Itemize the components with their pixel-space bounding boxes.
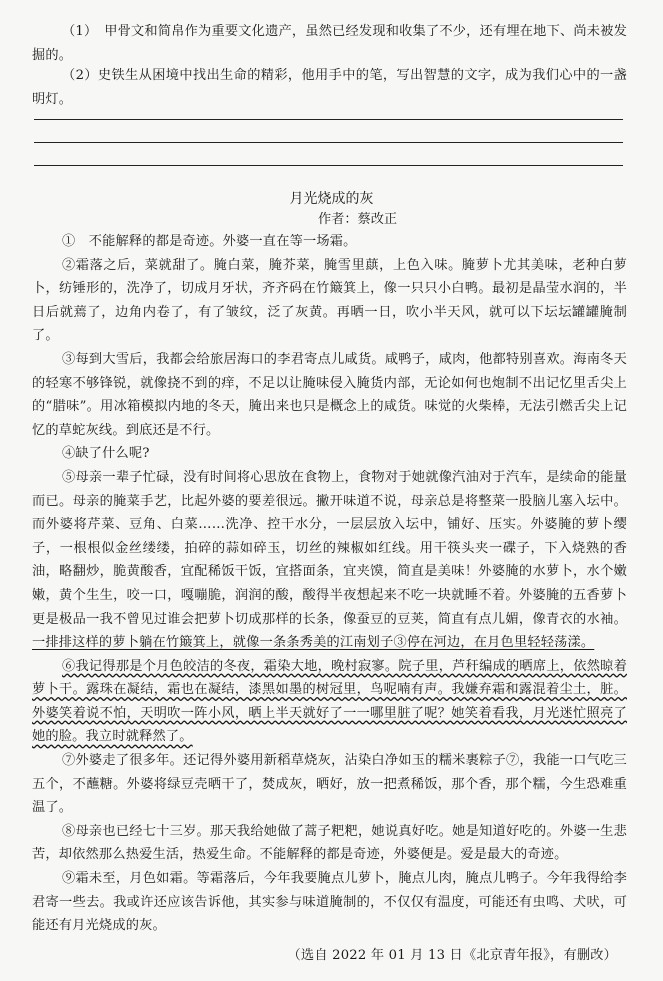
- paragraph-5: [32, 466, 627, 655]
- article-title: 月光烧成的灰: [289, 191, 374, 207]
- paragraph-4: ④缺了什么呢?: [62, 446, 150, 462]
- answer-line-1[interactable]: [34, 119, 623, 120]
- underlined-sentence: 一排排这样的萝卜躺在竹簸箕上，就像一条条秀美的江南划子③停在河边，在月色里轻轻荡漾。: [32, 635, 595, 651]
- paragraph-9: ⑨霜未至，月色如霜。等霜落后，今年我要腌点儿萝卜，腌点儿肉，腌点儿鸭子。今年我得给李君寄一些去。我或许还应该告诉他，其实参与味道腌制的，不仅仅有温度，可能还有虫鸣、犬吠，可能还有月光烧成的灰。: [32, 871, 627, 934]
- answer-line-3[interactable]: [34, 165, 623, 166]
- question-1: （1） 甲骨文和简帛作为重要文化遗产，虽然已经发现和收集了不少，还有埋在地下、尚未被发掘的。: [32, 24, 627, 63]
- paragraph-7: ⑦外婆走了很多年。还记得外婆用新稻草烧灰，沾染白净如玉的糯米裹粽子⑦，我能一口气吃三五个，不蘸糖。外婆将绿豆壳晒干了，焚成灰，晒好，放一把煮稀饭，那个香，那个糯，今生恐难重温了。: [32, 753, 627, 816]
- paragraph-5-text: ⑤母亲一辈子忙碌，没有时间将心思放在食物上，食物对于她就像汽油对于汽车，是续命的能量而已。母亲的腌菜手艺，比起外婆的要差很远。撇开味道不说，母亲总是将整菜一股脑儿塞入坛中。而外婆将芹菜、豆角、白菜……洗净、控干水分，一层层放入坛中，铺好、压实。外婆腌的萝卜缨子，一根根似金丝缕缕，拍碎的蒜如碎玉，切丝的辣椒如红线。用干筷头夹一碟子，下入烧熟的香油，略翻炒，脆黄酸香，宜配稀饭干饭，宜搭面条，宜夹馍，简直是美味！外婆腌的水萝卜，水个嫩嫩，黄个生生，咬一口，嘎嘣脆，润润的酸，酸得半夜想起来不吃一块就睡不着。外婆腌的五香萝卜更是极品一我不曾见过谁会把萝卜切成那样的长条，像蚕豆的豆荚，简直有点儿媚，像青衣的水袖。: [32, 469, 627, 627]
- article-body: [32, 230, 627, 967]
- question-2: （2）史铁生从困境中找出生命的精彩，他用手中的笔，写出智慧的文字，成为我们心中的一盏明灯。: [32, 68, 627, 107]
- paragraph-2: ②霜落之后，菜就甜了。腌白菜，腌芥菜，腌雪里蕻，上色入味。腌萝卜尤其美味，老种白萝卜，纺锤形的，洗净了，切成月牙状，齐齐码在竹簸箕上，像一只只小白鸭。最初是晶莹水润的，半日后就蔫了，边角内卷了，有了皱纹，泛了灰黄。再晒一日，吹小半天风，就可以下坛坛罐罐腌制了。: [32, 257, 627, 344]
- answer-line-2[interactable]: [34, 142, 623, 143]
- paragraph-1: ① 不能解释的都是奇迹。外婆一直在等一场霜。: [62, 234, 357, 249]
- article-source: （选自 2022 年 01 月 13 日《北京青年报》，有删改）: [287, 947, 617, 963]
- article-author: 作者：蔡改正: [318, 212, 398, 227]
- paragraph-8: ⑧母亲也已经七十三岁。那天我给她做了蒿子粑粑，她说真好吃。她是知道好吃的。外婆一生悲苦，却依然那么热爱生活，热爱生命。不能解释的都是奇迹，外婆便是。爱是最大的奇迹。: [32, 823, 627, 863]
- paragraph-6: ⑥我记得那是个月色皎洁的冬夜，霜染大地，晚村寂寥。院子里，芦秆编成的晒席上，依然晾着萝卜干。露珠在凝结，霜也在凝结，漆黑如墨的树冠里，鸟呢喃有声。我嫌弃霜和露混着尘土，脏。外婆笑着说不怕，天明吹一阵小风，晒上半天就好了一一哪里脏了呢？她笑着看我，月光迷忙照亮了她的脸。我立时就释然了。: [32, 658, 627, 745]
- paragraph-3: ③每到大雪后，我都会给旅居海口的李君寄点儿咸货。咸鸭子，咸肉，他都特别喜欢。海南冬天的轻寒不够锋锐，就像挠不到的痒，不足以让腌味侵入腌货内部，无论如何也炮制不出记忆里舌尖上的“腊味”。用冰箱模拟内地的冬天，腌出来也只是概念上的咸货。味觉的火柴棒，无法引燃舌尖上记忆的草蛇灰线。到底还是不行。: [32, 351, 627, 438]
